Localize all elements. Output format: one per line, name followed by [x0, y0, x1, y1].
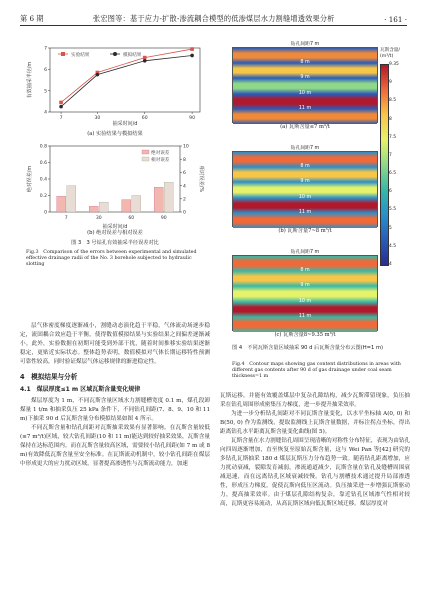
spacing-label: 11 m: [298, 105, 312, 111]
colorbar-tick-label: 8: [389, 116, 392, 122]
y-tick-label: 4: [44, 110, 47, 116]
bar-relative-error: [67, 186, 76, 212]
paragraph: 不同瓦斯含量和钻孔间距对瓦斯抽采效果有显著影响。在瓦斯含量较低(≤7 m³/t)区域，较大钻孔间距(10 和 11 m)能达到较好抽采效果，瓦斯含量保持在达标范围内。而在瓦斯含量较高区域，需要较小钻孔间距(如 7 m 或 8 m)有效降低瓦斯含量至安全标准。在瓦斯流动机制中，较小钻孔间距在煤层中形成更大的应力扰动区域，显著提高渗透性与瓦斯流动能力，加速: [20, 425, 210, 467]
y-axis-label: 有效抽采半径/m: [27, 61, 33, 99]
figure-3: [20, 40, 210, 275]
colorbar-tick-label: 8.5: [389, 98, 396, 104]
legend-rel: 相对误差: [151, 158, 170, 163]
running-title: 张宏图等：基于应力-扩散-渗流耦合模型的低渗煤层水力割缝增透效果分析: [93, 14, 335, 23]
spacing-label: 11 m: [298, 313, 312, 319]
paragraph: 为进一步分析钻孔间距对不同瓦斯含量变化，以水平坐标轴 A(0, 0) 和 B(50, 0) 作为监测线，提取监测线上瓦斯含量数据，并标注拐点坐标，得出距离钻孔水平距离瓦斯含量变化曲线(图 5)。: [220, 411, 410, 435]
data-point: [96, 73, 100, 77]
right-body-text: [220, 392, 410, 509]
colorbar-tick-label: 6: [389, 189, 392, 195]
colorbar-tick-label: 9.35: [389, 62, 399, 67]
data-point: [143, 56, 147, 60]
colorbar-tick-label: 9: [389, 80, 392, 86]
y-tick-label-right: 4: [183, 184, 186, 190]
chart-b-caption: (b) 绝对误差与相对误差: [87, 230, 143, 236]
y-tick-label: 5: [44, 89, 47, 95]
bar-absolute-error: [122, 200, 131, 212]
data-point: [190, 47, 194, 51]
panel-caption: (a) 瓦斯含量≤7 m³/t: [280, 124, 330, 130]
chart-a-caption: (a) 实验结果与模拟结果: [87, 131, 143, 137]
y-tick-label-left: 0.2: [39, 194, 47, 200]
chart-b: [20, 142, 210, 234]
legend-sim: 模拟结果: [123, 53, 142, 58]
y-tick-label-right: 8: [183, 157, 186, 163]
y-tick-label-left: 0.4: [39, 177, 47, 183]
data-point: [59, 101, 63, 105]
spacing-label: 8 m: [300, 164, 310, 170]
spacing-label: 9 m: [300, 179, 310, 185]
y-tick-label: 6: [44, 68, 47, 74]
y-tick-label-left: 0: [44, 210, 47, 216]
x-axis-label: 抽采时间/d: [112, 121, 138, 127]
panel-caption: (b) 瓦斯含量7~8 m³/t: [278, 228, 332, 234]
spacing-label: 钻孔间距7 m: [290, 250, 320, 255]
section-heading: 4 模拟结果与分析: [20, 373, 78, 381]
panel-caption: (c) 瓦斯含量8~9.35 m³/t: [274, 332, 336, 338]
figure-4-caption: 图 4 不同瓦斯含量区域抽采 90 d 后瓦斯含量分布云图(H=1 m): [232, 345, 384, 351]
data-point: [143, 59, 147, 63]
legend-exp: 实验结果: [71, 53, 90, 58]
contour-panel: [232, 40, 378, 130]
x-axis-label: 抽采时间/d: [102, 224, 128, 230]
colorbar-tick-label: 5.5: [389, 207, 396, 213]
colorbar-tick-label: 7.5: [389, 134, 396, 140]
data-point: [190, 54, 194, 58]
paragraph: 瓦斯运移，并能有效覆盖煤层中复杂孔隙结构，减少瓦斯滞留现象，负压抽采在钻孔周围形成密集压力梯度，进一步提升抽采效率。: [220, 393, 410, 408]
colorbar: [380, 48, 410, 278]
spacing-label: 11 m: [298, 209, 312, 215]
contour-panel: [232, 248, 378, 338]
x-tick-label: 30: [94, 116, 101, 121]
contour-panel: [232, 144, 378, 234]
x-tick-label: 90: [189, 116, 196, 121]
legend-abs: 绝对误差: [151, 151, 170, 156]
colorbar-title: 瓦斯含量/ (m³/t): [380, 48, 400, 59]
paragraph: 煤层厚度为 1 m，不同瓦斯含量区域水力割缝槽宽度 0.1 m，煤孔段卸煤量 1 t/m 和抽采负压 25 kPa 条件下，不同钻孔间距(7、8、9、10 和 11 m)下抽采 90 d 后瓦斯含量分布模拟结果如图 4 所示。: [20, 398, 210, 422]
y-tick-label-right: 10: [183, 144, 189, 150]
figure-3-caption-en: Fig.3 Comparison of the errors between experimental and simulated effective drainage radii of the No. 3 borehole subjected to hydraulic slotting: [26, 250, 197, 268]
y-tick-label-right: 2: [183, 197, 186, 203]
y-tick-label-right: 6: [183, 171, 186, 177]
spacing-label: 9 m: [300, 283, 310, 289]
y-tick-label: 7: [44, 46, 47, 52]
colorbar-tick-label: 7: [389, 152, 392, 158]
contour-band: [233, 213, 377, 228]
subsection-heading: 4.1 煤层厚度≤1 m 区域瓦斯含量变化规律: [20, 386, 141, 393]
spacing-label: 10 m: [298, 194, 312, 200]
left-body-text: [20, 322, 210, 469]
paragraph: 层气体密度梯度逐渐减小，割缝动态演化趋于平稳，气体流动场逐步稳定，流固耦合效应趋于平衡，使得数值模拟结果与实验结果之间偏差逐渐减小。此外，实验数据在初期可能受到外部干扰，随着时间推移实验结果逐渐稳定，更贴近实际状态。整体趋势表明，数值模拟对气体长期运移特性预测可靠性较高，同时验证煤层气体运移规律的渐进稳定性。: [20, 323, 210, 365]
paragraph: 瓦斯含量在水力割缝钻孔周围呈现清晰的对称性分布特征，表现为由钻孔向四周逐渐增加，直至恢复至原始瓦斯含量，这与 Wei Pan 等[42] 研究的多钻孔瓦斯抽采 180 d 煤层瓦斯压力分布趋势一致。随着钻孔距离增加，应力扰动衰减，裂隙发育减弱，渗流通道减少，瓦斯含量在钻孔及缝槽周围衰减迅速，而在远离钻孔区域衰减较慢。钻孔与割槽技术通过提升局部渗透性，形成压力梯度，促使瓦斯向低压区流动。负压抽采进一步增强瓦斯驱动力，提高抽采效率。由于煤层孔隙结构复杂，靠近钻孔区域渗气性相对较高，瓦斯更容易流动，从高瓦斯区域向低瓦斯区域迁移。煤层厚度对: [220, 438, 411, 507]
spacing-label: 10 m: [298, 298, 312, 304]
figure-4-caption-en: Fig.4 Contour maps showing gas content distributions in areas with different gas contents after 90 d of gas drainage under coal seam thickness=1 m: [232, 362, 401, 380]
bar-relative-error: [99, 202, 108, 212]
running-header: [20, 12, 407, 26]
figure-3-caption: 图 3 3 号钻孔有效抽采半径误差对比: [71, 240, 159, 246]
bar-absolute-error: [89, 206, 98, 212]
colorbar-tick-label: 5: [389, 225, 392, 231]
spacing-label: 10 m: [298, 90, 312, 96]
colorbar-tick-label: 4: [389, 262, 392, 267]
bar-relative-error: [164, 182, 173, 212]
spacing-label: 钻孔间距7 m: [290, 42, 320, 47]
legend: [58, 51, 142, 58]
spacing-label: 8 m: [300, 268, 310, 274]
x-tick-label: 7: [59, 116, 63, 121]
y-axis-label-left: 绝对误差/m: [27, 165, 33, 193]
y-tick-label-left: 0.8: [39, 144, 47, 150]
bar-relative-error: [132, 196, 141, 213]
contour-band: [233, 109, 377, 124]
data-point: [59, 105, 63, 109]
spacing-label: 9 m: [300, 75, 310, 81]
x-tick-label: 60: [128, 216, 135, 221]
colorbar-tick-label: 6.5: [389, 171, 396, 177]
spacing-label: 钻孔间距7 m: [290, 146, 320, 151]
legend: [142, 149, 170, 163]
spacing-label: 8 m: [300, 60, 310, 66]
y-axis-label-right: 相对误差/%: [198, 165, 204, 193]
x-tick-label: 60: [141, 116, 148, 121]
bar-absolute-error: [57, 196, 66, 212]
x-tick-label: 90: [160, 216, 167, 221]
bar-absolute-error: [154, 187, 163, 212]
page-number: · 161 ·: [384, 15, 407, 24]
colorbar-gradient: [380, 64, 389, 266]
issue-number: 第 6 期: [20, 14, 44, 23]
chart-a: [20, 40, 210, 135]
contour-band: [233, 317, 377, 332]
x-tick-label: 30: [95, 216, 102, 221]
figure-4: [220, 40, 410, 370]
y-tick-label-left: 0.6: [39, 161, 47, 167]
y-tick-label-right: 0: [183, 210, 186, 216]
x-tick-label: 7: [64, 216, 68, 221]
colorbar-tick-label: 4.5: [389, 243, 396, 249]
